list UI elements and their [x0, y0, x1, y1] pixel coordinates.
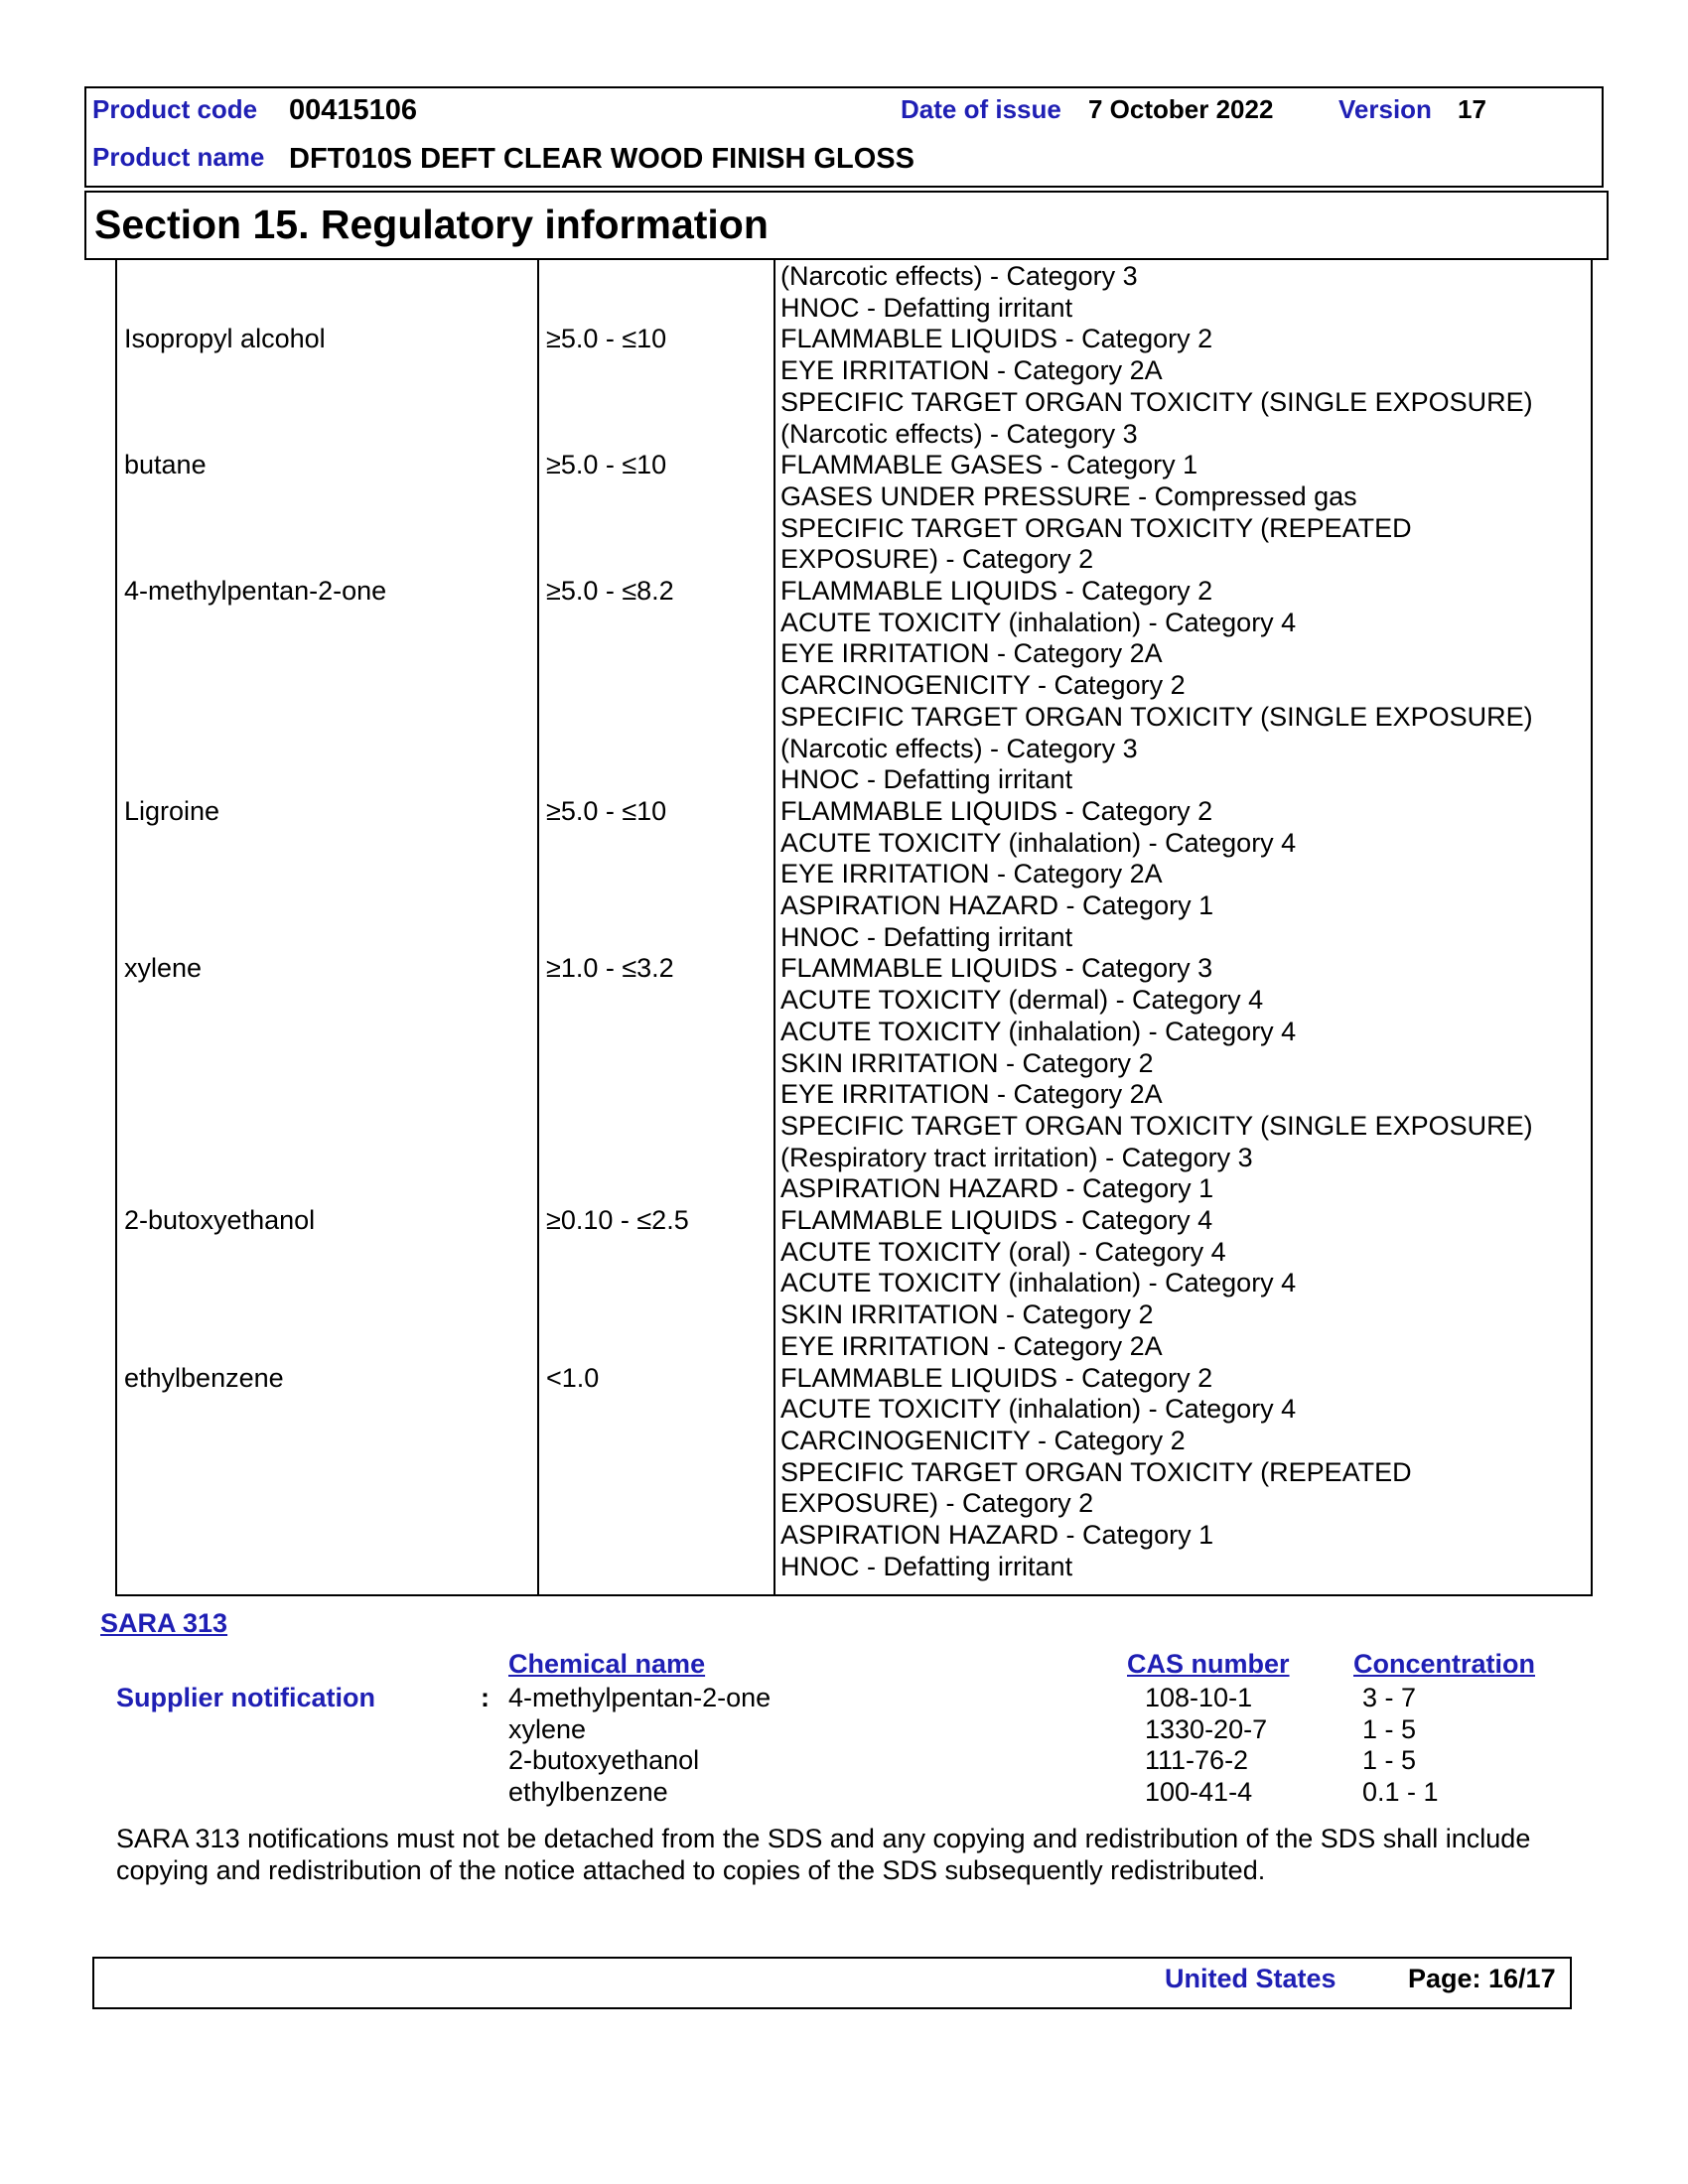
ingredient-name: xylene	[124, 953, 203, 984]
classification-line: SKIN IRRITATION - Category 2	[780, 1299, 1154, 1330]
classification-line: ASPIRATION HAZARD - Category 1	[780, 1173, 1214, 1204]
sara-cas-number: 100-41-4	[1145, 1776, 1253, 1807]
classification-line: FLAMMABLE LIQUIDS - Category 4	[780, 1205, 1213, 1235]
classification-line: EYE IRRITATION - Category 2A	[780, 355, 1163, 386]
sara-cas-number: 108-10-1	[1145, 1683, 1253, 1712]
supplier-notification-label: Supplier notification	[116, 1683, 375, 1712]
date-of-issue-label: Date of issue	[901, 94, 1061, 124]
version-value: 17	[1458, 94, 1486, 124]
ingredient-concentration: ≥5.0 - ≤10	[546, 795, 667, 826]
classification-line: CARCINOGENICITY - Category 2	[780, 670, 1186, 701]
classification-line: FLAMMABLE LIQUIDS - Category 2	[780, 1362, 1213, 1393]
ingredient-concentration: ≥5.0 - ≤10	[546, 450, 667, 480]
ingredient-name: 4-methylpentan-2-one	[124, 576, 387, 606]
classification-line: HNOC - Defatting irritant	[780, 764, 1073, 795]
classification-line: ASPIRATION HAZARD - Category 1	[780, 1520, 1214, 1550]
classification-line: SPECIFIC TARGET ORGAN TOXICITY (REPEATED	[780, 512, 1412, 543]
sara-chemical-name: 4-methylpentan-2-one	[508, 1683, 772, 1712]
classification-line: SPECIFIC TARGET ORGAN TOXICITY (SINGLE EXPOSURE)	[780, 701, 1533, 732]
classification-line: EYE IRRITATION - Category 2A	[780, 638, 1163, 669]
classification-line: (Respiratory tract irritation) - Category 3	[780, 1142, 1253, 1172]
ingredient-concentration: ≥1.0 - ≤3.2	[546, 953, 674, 984]
classification-line: ACUTE TOXICITY (inhalation) - Category 4	[780, 1268, 1297, 1298]
ingredient-name: ethylbenzene	[124, 1362, 284, 1393]
classification-line: (Narcotic effects) - Category 3	[780, 261, 1138, 291]
classification-line: FLAMMABLE LIQUIDS - Category 2	[780, 576, 1213, 606]
classification-line: ACUTE TOXICITY (inhalation) - Category 4	[780, 827, 1297, 858]
product-name-value: DFT010S DEFT CLEAR WOOD FINISH GLOSS	[289, 143, 914, 175]
classification-line: HNOC - Defatting irritant	[780, 1551, 1073, 1581]
classification-line: HNOC - Defatting irritant	[780, 292, 1073, 323]
ingredient-name: butane	[124, 450, 207, 480]
footer-page-number: Page: 16/17	[1408, 1964, 1556, 1993]
concentration-heading: Concentration	[1353, 1649, 1536, 1679]
ingredient-concentration: ≥0.10 - ≤2.5	[546, 1205, 689, 1235]
classification-line: EYE IRRITATION - Category 2A	[780, 1079, 1163, 1110]
classification-line: FLAMMABLE LIQUIDS - Category 2	[780, 795, 1213, 826]
ingredient-concentration: ≥5.0 - ≤10	[546, 324, 667, 354]
sara-cas-number: 1330-20-7	[1145, 1713, 1268, 1744]
product-name-label: Product name	[92, 142, 265, 172]
section-title: Section 15. Regulatory information	[94, 202, 769, 247]
sara-concentration: 0.1 - 1	[1362, 1776, 1439, 1807]
sara-chemical-name: xylene	[508, 1713, 587, 1744]
ingredient-name: Ligroine	[124, 795, 220, 826]
supplier-notification-colon: :	[481, 1683, 490, 1712]
classification-line: (Narcotic effects) - Category 3	[780, 733, 1138, 763]
table-column-divider	[537, 260, 539, 1596]
ingredient-name: Isopropyl alcohol	[124, 324, 326, 354]
chemical-name-heading: Chemical name	[508, 1649, 706, 1679]
classification-line: FLAMMABLE LIQUIDS - Category 3	[780, 953, 1213, 984]
classification-line: SPECIFIC TARGET ORGAN TOXICITY (REPEATED	[780, 1456, 1412, 1487]
date-of-issue-value: 7 October 2022	[1088, 94, 1274, 124]
ingredient-concentration: <1.0	[546, 1362, 600, 1393]
sara-chemical-name: 2-butoxyethanol	[508, 1745, 700, 1775]
classification-line: SPECIFIC TARGET ORGAN TOXICITY (SINGLE EXPOSURE)	[780, 386, 1533, 417]
version-label: Version	[1338, 94, 1432, 124]
classification-line: EXPOSURE) - Category 2	[780, 544, 1094, 575]
ingredient-name: 2-butoxyethanol	[124, 1205, 316, 1235]
ingredient-concentration: ≥5.0 - ≤8.2	[546, 576, 674, 606]
classification-line: ACUTE TOXICITY (oral) - Category 4	[780, 1236, 1226, 1267]
classification-line: SKIN IRRITATION - Category 2	[780, 1047, 1154, 1078]
classification-line: GASES UNDER PRESSURE - Compressed gas	[780, 480, 1357, 511]
classification-line: ACUTE TOXICITY (inhalation) - Category 4	[780, 1394, 1297, 1425]
sara-notice: SARA 313 notifications must not be detached from the SDS and any copying and redistribution of the SDS shall include copying and redistribution of the notice attached to copies of the SDS subsequently redistributed.	[116, 1824, 1531, 1885]
table-column-divider	[774, 260, 775, 1596]
classification-line: EXPOSURE) - Category 2	[780, 1488, 1094, 1519]
classification-line: CARCINOGENICITY - Category 2	[780, 1425, 1186, 1455]
sara-concentration: 1 - 5	[1362, 1713, 1417, 1744]
sara-concentration: 1 - 5	[1362, 1745, 1417, 1775]
product-code-value: 00415106	[289, 94, 418, 126]
sara-cas-number: 111-76-2	[1145, 1745, 1249, 1775]
classification-line: EYE IRRITATION - Category 2A	[780, 1330, 1163, 1361]
sara-concentration: 3 - 7	[1362, 1683, 1417, 1712]
page-footer	[92, 1957, 1572, 2009]
classification-line: ASPIRATION HAZARD - Category 1	[780, 890, 1214, 920]
classification-line: ACUTE TOXICITY (inhalation) - Category 4	[780, 1016, 1297, 1046]
section-title-box	[84, 191, 1609, 260]
classification-line: HNOC - Defatting irritant	[780, 921, 1073, 952]
cas-number-heading: CAS number	[1127, 1649, 1290, 1679]
product-code-label: Product code	[92, 94, 258, 124]
classification-line: FLAMMABLE LIQUIDS - Category 2	[780, 324, 1213, 354]
classification-line: ACUTE TOXICITY (inhalation) - Category 4	[780, 607, 1297, 637]
classification-line: EYE IRRITATION - Category 2A	[780, 859, 1163, 889]
classification-line: (Narcotic effects) - Category 3	[780, 418, 1138, 449]
sara-313-heading: SARA 313	[100, 1608, 228, 1638]
classification-line: ACUTE TOXICITY (dermal) - Category 4	[780, 985, 1264, 1016]
sara-chemical-name: ethylbenzene	[508, 1776, 668, 1807]
classification-line: FLAMMABLE GASES - Category 1	[780, 450, 1198, 480]
classification-line: SPECIFIC TARGET ORGAN TOXICITY (SINGLE EXPOSURE)	[780, 1110, 1533, 1141]
footer-country: United States	[1165, 1964, 1336, 1993]
